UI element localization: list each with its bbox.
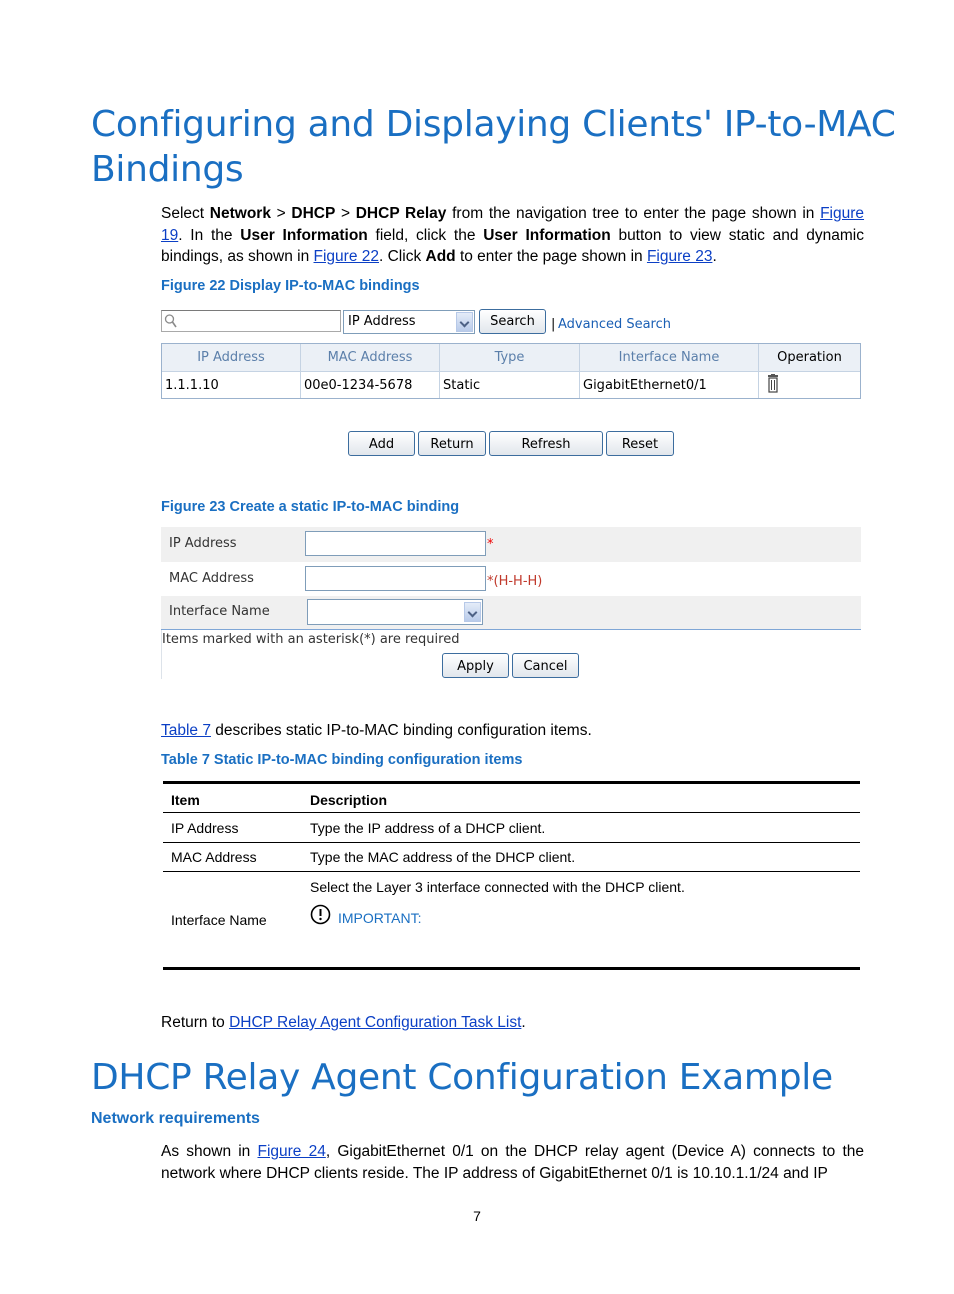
- table-bottom-rule: [163, 967, 860, 970]
- figure-19-link[interactable]: Figure: [820, 205, 865, 222]
- table-cell-operation: [759, 371, 860, 398]
- header-rule: [163, 812, 860, 813]
- row-rule: [163, 871, 860, 872]
- interface-description: Select the Layer 3 interface connected with the DHCP client.: [310, 879, 685, 895]
- interface-name-label: Interface Name: [169, 604, 270, 619]
- search-input[interactable]: [161, 310, 341, 332]
- important-label: IMPORTANT:: [338, 910, 422, 926]
- header-item: Item: [171, 792, 200, 808]
- table-cell-interface: GigabitEthernet0/1: [580, 371, 759, 398]
- figure-19-link-cont[interactable]: 19: [161, 226, 179, 244]
- task-list-link[interactable]: DHCP Relay Agent Configuration Task List: [229, 1014, 522, 1031]
- refresh-button[interactable]: Refresh: [489, 431, 603, 456]
- ip-address-input[interactable]: [305, 531, 486, 556]
- network-paragraph: As shown in Figure 24, GigabitEthernet 0/1 on the DHCP relay agent (Device A) connects to the network where DHCP clients reside. The IP address of GigabitEthernet 0/1 is 10.10.1.1/24 and IP: [161, 1143, 864, 1182]
- return-button[interactable]: Return: [418, 431, 486, 456]
- table-7-caption: Table 7 Static IP-to-MAC binding configuration items: [161, 752, 523, 768]
- figure-22-link[interactable]: Figure 22: [313, 248, 379, 265]
- column-header-mac[interactable]: MAC Address: [301, 344, 440, 371]
- ip-address-row: [161, 527, 861, 562]
- table-cell-ip: 1.1.1.10: [162, 371, 301, 398]
- apply-button[interactable]: Apply: [442, 653, 509, 678]
- page-number: 7: [473, 1208, 481, 1224]
- chevron-down-icon: [464, 602, 481, 622]
- chevron-down-icon: [456, 312, 473, 332]
- table-top-rule: [163, 781, 860, 784]
- search-field-select[interactable]: IP Address: [343, 310, 475, 334]
- column-header-operation: Operation: [759, 344, 860, 371]
- column-header-interface[interactable]: Interface Name: [580, 344, 759, 371]
- figure-23-link[interactable]: Figure 23: [646, 248, 713, 265]
- separator: |: [551, 317, 556, 332]
- mac-address-row: [161, 562, 861, 597]
- cancel-button[interactable]: Cancel: [512, 653, 579, 678]
- return-line: Return to DHCP Relay Agent Configuration Task List.: [161, 1014, 526, 1031]
- header-description: Description: [310, 792, 388, 808]
- required-asterisk: *: [487, 537, 494, 552]
- column-header-ip[interactable]: IP Address: [162, 344, 301, 371]
- mac-address-input[interactable]: [305, 566, 486, 591]
- table-7-reference: Table 7 describes static IP-to-MAC binding configuration items.: [161, 722, 592, 739]
- add-button[interactable]: Add: [348, 431, 415, 456]
- subsection-title: Network requirements: [91, 1110, 260, 1127]
- table-cell-mac: 00e0-1234-5678: [301, 371, 440, 398]
- figure-22-caption: Figure 22 Display IP-to-MAC bindings: [161, 278, 420, 294]
- search-button[interactable]: Search: [479, 309, 546, 334]
- advanced-search-link[interactable]: Advanced Search: [558, 317, 672, 332]
- search-icon: [164, 313, 178, 329]
- reset-button[interactable]: Reset: [606, 431, 674, 456]
- interface-name-row: [161, 596, 861, 630]
- column-header-type[interactable]: Type: [440, 344, 580, 371]
- mac-format-hint: *(H-H-H): [487, 574, 543, 589]
- figure-24-link[interactable]: Figure 24: [257, 1143, 326, 1160]
- interface-name-select[interactable]: [307, 599, 483, 625]
- section-title: Configuring and Displaying Clients' IP-to-MAC Bindings: [91, 104, 896, 190]
- intro-paragraph: Select Network > DHCP > DHCP Relay from the navigation tree to enter the page shown in Figure 19. In the User Information field, click the User Information button to view static and dynamic bindings, as shown in Figure 22. Click Add to enter the page shown in Figure 23.: [161, 205, 865, 265]
- mac-address-label: MAC Address: [169, 571, 254, 586]
- table-7-link[interactable]: Table 7: [161, 722, 211, 739]
- important-icon: [310, 904, 331, 925]
- ip-address-label: IP Address: [169, 536, 237, 551]
- section-title-example: DHCP Relay Agent Configuration Example: [91, 1057, 833, 1098]
- interface-item: Interface Name: [171, 912, 267, 928]
- figure-23-caption: Figure 23 Create a static IP-to-MAC binding: [161, 499, 460, 515]
- row-rule: [163, 842, 860, 843]
- bindings-table: [161, 343, 861, 399]
- required-note: Items marked with an asterisk(*) are required: [162, 632, 460, 647]
- delete-icon[interactable]: [766, 374, 780, 394]
- table-cell-type: Static: [440, 371, 580, 398]
